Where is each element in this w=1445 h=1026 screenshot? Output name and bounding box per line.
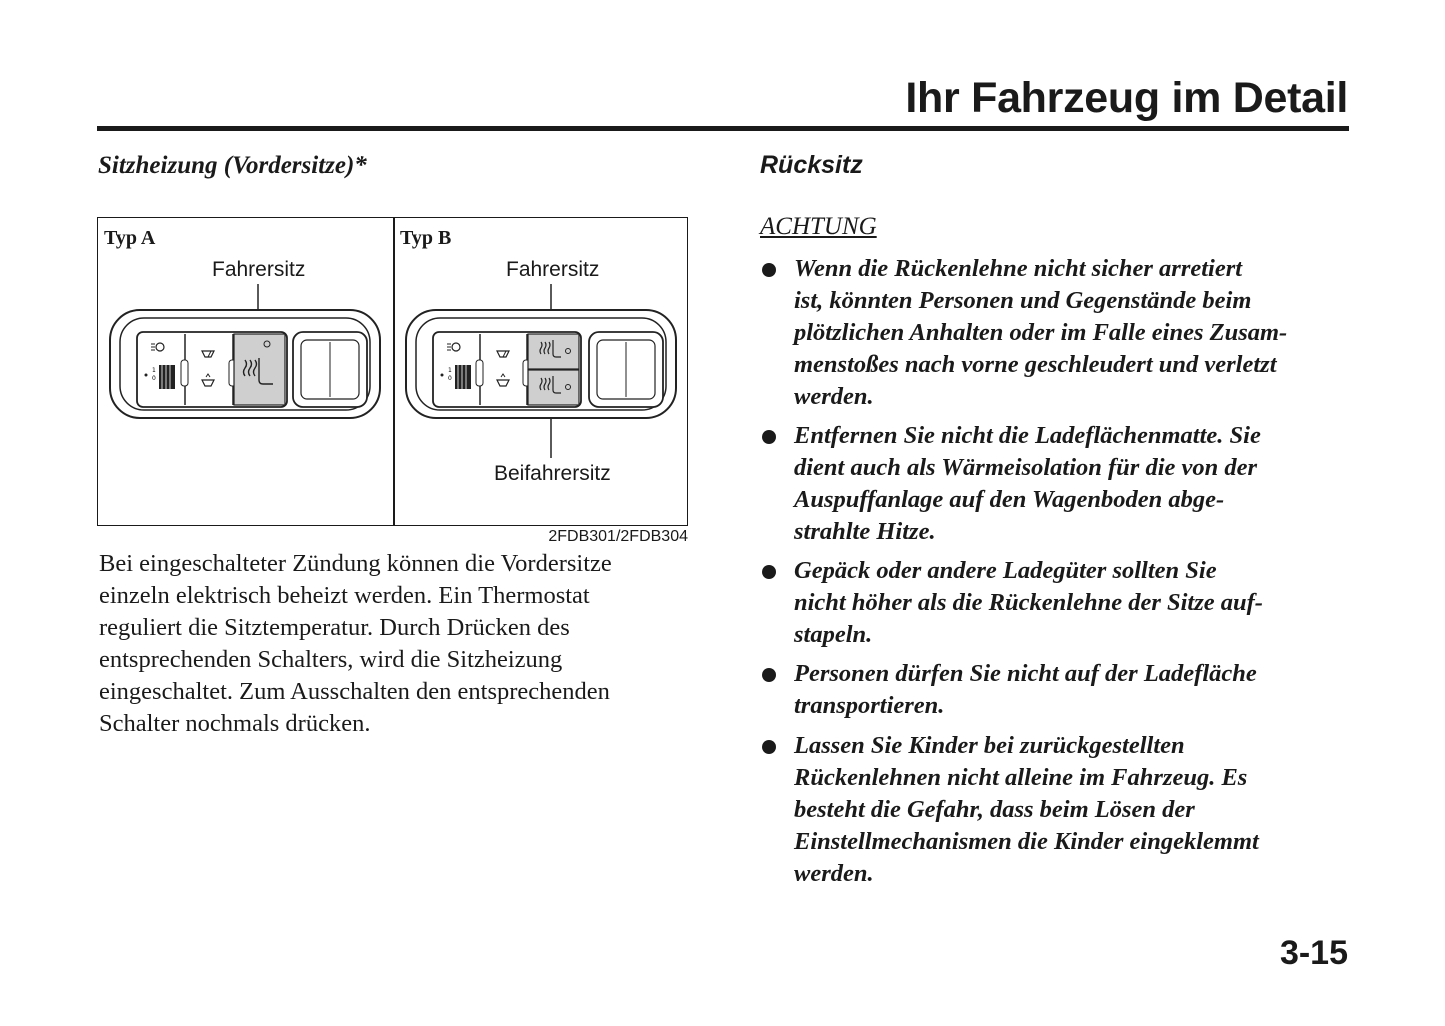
body-line: Bei eingeschalteter Zündung können die Vordersitze [99, 550, 612, 577]
bullet-line: Rückenlehnen nicht alleine im Fahrzeug. Es [794, 764, 1248, 791]
type-a-driver-callout: Fahrersitz [212, 258, 306, 281]
svg-text:1: 1 [152, 367, 156, 374]
warning-bullet-4 [794, 658, 1257, 722]
bullet-line: Entfernen Sie nicht die Ladeflächenmatte. Sie [794, 422, 1261, 449]
figure-code: 2FDB301/2FDB304 [548, 528, 688, 545]
bullet-line: plötzlichen Anhalten oder im Falle eines Zusam- [794, 319, 1288, 346]
bullet-line: Einstellmechanismen die Kinder eingeklemmt [794, 828, 1259, 855]
bullet-dot [762, 430, 776, 444]
bullet-line: werden. [794, 860, 874, 887]
svg-text:0: 0 [448, 375, 452, 382]
body-text [99, 548, 699, 740]
warning-bullet-2 [794, 420, 1261, 548]
bullet-line: menstoßes nach vorne geschleudert und verletzt [794, 351, 1277, 378]
bullet-line: Gepäck oder andere Ladegüter sollten Sie [794, 557, 1217, 584]
body-line: reguliert die Sitztemperatur. Durch Drücken des [99, 614, 570, 641]
blank-switch [589, 332, 663, 407]
bullet-dot [762, 740, 776, 754]
bullet-dot [762, 263, 776, 277]
page-title: Ihr Fahrzeug im Detail [905, 74, 1348, 122]
body-line: eingeschaltet. Zum Ausschalten den entsprechenden [99, 678, 610, 705]
title-rule [97, 126, 1349, 131]
warning-bullet-1 [794, 253, 1287, 413]
bullet-line: ist, könnten Personen und Gegenstände beim [794, 287, 1252, 314]
bullet-line: Lassen Sie Kinder bei zurückgestellten [794, 732, 1185, 759]
page-number: 3-15 [1279, 934, 1348, 972]
blank-switch [293, 332, 367, 407]
bullet-line: Wenn die Rückenlehne nicht sicher arretiert [794, 255, 1243, 282]
bullet-line: strahlte Hitze. [794, 518, 936, 545]
section-heading-rear-seat: Rücksitz [760, 151, 863, 179]
switch-panel-type-a [107, 280, 383, 448]
bullet-dot [762, 565, 776, 579]
type-b-driver-callout: Fahrersitz [506, 258, 600, 281]
svg-text:1: 1 [448, 367, 452, 374]
type-b-passenger-callout: Beifahrersitz [494, 462, 611, 485]
bullet-line: besteht die Gefahr, dass beim Lösen der [794, 796, 1195, 823]
bullet-dot [762, 668, 776, 682]
body-line: entsprechenden Schalters, wird die Sitzheizung [99, 646, 563, 673]
figure-divider [393, 218, 395, 525]
bullet-line: transportieren. [794, 692, 945, 719]
bullet-line: nicht höher als die Rückenlehne der Sitze auf- [794, 589, 1263, 616]
warning-bullet-5 [794, 730, 1259, 890]
bullet-line: Personen dürfen Sie nicht auf der Ladefläche [794, 660, 1257, 687]
warning-bullet-3 [794, 555, 1263, 651]
type-b-label: Typ B [400, 227, 452, 249]
body-line: einzeln elektrisch beheizt werden. Ein Thermostat [99, 582, 590, 609]
bullet-line: stapeln. [794, 621, 873, 648]
switch-panel-type-b [403, 280, 679, 460]
type-a-label: Typ A [104, 227, 156, 249]
bullet-line: Auspuffanlage auf den Wagenboden abge- [794, 486, 1225, 513]
svg-text:0: 0 [152, 375, 156, 382]
section-heading-seat-heating: Sitzheizung (Vordersitze)* [98, 152, 367, 179]
body-line: Schalter nochmals drücken. [99, 710, 371, 737]
bullet-line: werden. [794, 383, 874, 410]
bullet-line: dient auch als Wärmeisolation für die von der [794, 454, 1258, 481]
seat-heating-figure [97, 217, 688, 526]
warning-heading: ACHTUNG [760, 213, 877, 240]
